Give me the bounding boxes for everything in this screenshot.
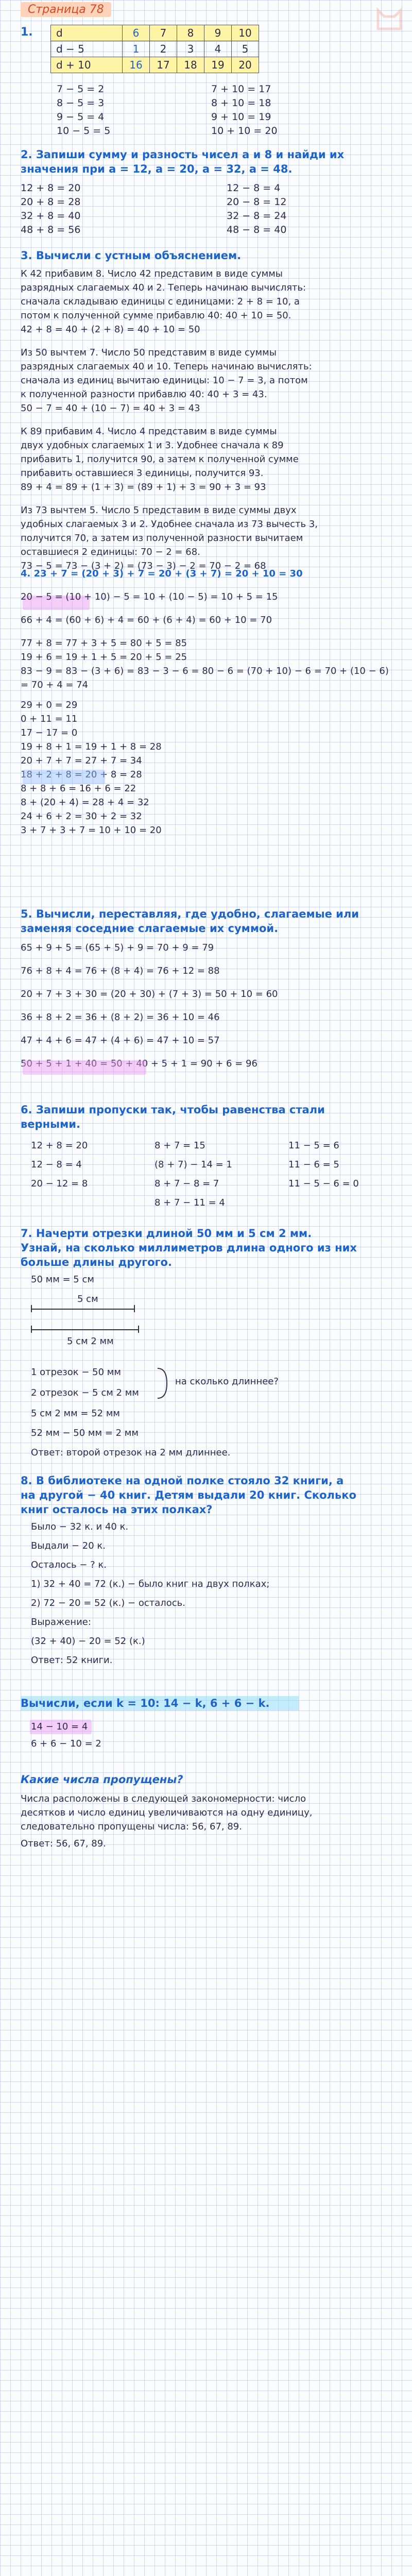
equation-line: 14 − 10 = 4	[31, 1721, 88, 1732]
equation-line: 0 + 11 = 11	[21, 714, 78, 724]
heading-line: 8. В библиотеке на одной полке стояло 32 книги, а	[21, 1475, 344, 1487]
equation-line: 6 + 6 − 10 = 2	[31, 1738, 101, 1749]
equation-line: 48 − 8 = 40	[227, 224, 287, 235]
text-line: Из 50 вычтем 7. Число 50 представим в виде суммы	[21, 347, 277, 358]
equation-line: 8 + 7 − 11 = 4	[154, 1197, 225, 1208]
equation-line: 11 − 5 = 6	[288, 1140, 339, 1151]
ex1-left-column	[57, 82, 110, 138]
text-line: Было − 32 к. и 40 к.	[31, 1521, 129, 1532]
text-line: десятков и число единиц увеличиваются на одну единицу,	[21, 1807, 313, 1818]
ex9-heading: Вычисли, если k = 10: 14 − k, 6 + 6 − k.	[21, 1697, 270, 1709]
table-cell: 16	[123, 57, 150, 73]
segment-2	[31, 1329, 138, 1330]
equation-line: 10 − 5 = 5	[57, 125, 111, 137]
text-line: к полученной разности прибавлю 40: 40 + 3 = 43.	[21, 389, 267, 400]
text-line: Числа расположены в следующей закономерности: число	[21, 1793, 306, 1804]
bracket-label: на сколько длиннее?	[175, 1376, 279, 1387]
text-line: прибавить оставшиеся 3 единицы, получится 93.	[21, 468, 264, 479]
equation-line: 8 + 7 − 8 = 7	[154, 1178, 219, 1189]
answer-line: Ответ: 56, 67, 89.	[21, 1838, 106, 1849]
equation-line: 47 + 4 + 6 = 47 + (4 + 6) = 47 + 10 = 57	[21, 1035, 220, 1046]
ex2-heading	[21, 147, 344, 176]
ex5-body	[21, 941, 391, 1071]
equation-line: 19 + 8 + 1 = 19 + 1 + 8 = 28	[21, 741, 162, 752]
segment-tick	[134, 1305, 135, 1312]
table-cell: 3	[177, 41, 204, 57]
heading-line: заменяя соседние слагаемые их суммой.	[21, 922, 279, 935]
equation-line: 32 + 8 = 40	[21, 210, 81, 222]
equation-line: 65 + 9 + 5 = (65 + 5) + 9 = 70 + 9 = 79	[21, 942, 214, 953]
equation-line: 24 + 6 + 2 = 30 + 2 = 32	[21, 811, 142, 822]
text-line: сначала складываю единицы с единицами: 2 + 8 = 10, а	[21, 296, 300, 307]
equation-line: 36 + 8 + 2 = 36 + (8 + 2) = 36 + 10 = 46	[21, 1012, 220, 1023]
values-table	[50, 25, 259, 73]
equation-line: 8 − 5 = 3	[57, 97, 105, 109]
equation-line: 20 − 8 = 12	[227, 196, 287, 208]
table-cell: 19	[204, 57, 232, 73]
equation-line: 9 − 5 = 4	[57, 111, 105, 123]
equation-line: 42 + 8 = 40 + (2 + 8) = 40 + 10 = 50	[21, 324, 200, 335]
task-number: 1.	[21, 26, 33, 39]
highlight-marker	[23, 1060, 146, 1075]
equation-line: 29 + 0 = 29	[21, 700, 78, 710]
table-cell: 6	[123, 25, 150, 41]
equation-line: 20 + 7 + 7 = 27 + 7 = 34	[21, 755, 142, 766]
table-row	[51, 25, 259, 41]
heading-line: верными.	[21, 1118, 80, 1130]
note-line: 2 отрезок − 5 см 2 мм	[31, 1387, 139, 1398]
heading-line: на другой − 40 книг. Детям выдали 20 книг. Сколько	[21, 1489, 356, 1501]
equation-line: 48 + 8 = 56	[21, 224, 81, 235]
table-cell: 5	[232, 41, 259, 57]
equation-line: (8 + 7) − 14 = 1	[154, 1159, 232, 1170]
table-cell: 20	[232, 57, 259, 73]
text-line: 1) 32 + 40 = 72 (к.) − было книг на двух полках;	[31, 1579, 270, 1589]
ex6-column-1	[31, 1139, 88, 1191]
answer-line: Ответ: второй отрезок на 2 мм длиннее.	[31, 1447, 231, 1458]
text-line: К 89 прибавим 4. Число 4 представим в виде суммы	[21, 426, 277, 437]
text-line: 2) 72 − 20 = 52 (к.) − осталось.	[31, 1598, 186, 1608]
equation-line: 73 − 5 = 73 − (3 + 2) = (73 − 3) − 2 = 70 − 2 = 68	[21, 561, 266, 571]
equation-line: 83 − 9 = 83 − (3 + 6) = 83 − 3 − 6 = 80 − 6 = (70 + 10) − 6 = 70 + (10 − 6) = 70 + 4 = 74	[21, 666, 389, 690]
heading-line: 5. Вычисли, переставляя, где удобно, слагаемые или	[21, 908, 359, 920]
text-line: Из 73 вычтем 5. Число 5 представим в виде суммы двух	[21, 505, 297, 516]
equation-line: 66 + 4 = (60 + 6) + 4 = 60 + (6 + 4) = 60 + 10 = 70	[21, 615, 272, 625]
ex10-body	[21, 1792, 391, 1851]
equation-line: 11 − 5 − 6 = 0	[288, 1178, 359, 1189]
equation-line: 20 − 12 = 8	[31, 1178, 88, 1189]
cat-logo-icon	[373, 3, 406, 33]
text-line: Выдали − 20 к.	[31, 1540, 106, 1551]
equation-line: 11 − 6 = 5	[288, 1159, 339, 1170]
equation-line: 20 − 5 = (10 + 10) − 5 = 10 + (10 − 5) = 10 + 5 = 15	[21, 591, 278, 602]
table-cell: d	[51, 25, 123, 41]
ex8-body	[31, 1520, 391, 1667]
equation-line: 20 + 8 = 28	[21, 196, 81, 208]
text-line: удобных слагаемых 3 и 2. Удобнее сначала из 73 вычесть 3,	[21, 519, 318, 530]
table-cell: 9	[204, 25, 232, 41]
table-cell: 18	[177, 57, 204, 73]
ex3-heading: 3. Вычисли с устным объяснением.	[21, 249, 242, 262]
note-line: 1 отрезок − 50 мм	[31, 1367, 121, 1378]
equation-line: 18 + 2 + 8 = 20 + 8 = 28	[21, 769, 142, 780]
heading-line: больше длины другого.	[21, 1256, 172, 1268]
table-cell: 8	[177, 25, 204, 41]
text-line: разрядных слагаемых 40 и 10. Теперь начинаю вычислять:	[21, 361, 312, 372]
equation-line: 7 + 10 = 17	[211, 83, 271, 95]
ex6-column-3	[288, 1139, 359, 1191]
ex2-left-column	[21, 181, 80, 237]
text-line: потом к полученной сумме прибавлю 40: 40 + 10 = 50.	[21, 310, 291, 321]
heading-line: 2. Запиши сумму и разность чисел а и 8 и найди их	[21, 148, 345, 161]
equation-line: 12 + 8 = 20	[31, 1140, 88, 1151]
text-line: Выражение:	[31, 1617, 91, 1628]
segment-2-label: 5 см 2 мм	[67, 1336, 114, 1347]
segment-1	[31, 1309, 134, 1310]
table-cell: 2	[150, 41, 177, 57]
equation-line: 7 − 5 = 2	[57, 83, 105, 95]
table-cell: d + 10	[51, 57, 123, 73]
ex7-heading	[21, 1226, 357, 1269]
ex8-heading	[21, 1473, 356, 1517]
brace-icon	[154, 1366, 175, 1400]
equation-line: 8 + 10 = 18	[211, 97, 271, 109]
table-cell: d − 5	[51, 41, 123, 57]
equation-line: 10 + 10 = 20	[211, 125, 278, 137]
page-tag: Страница 78	[21, 2, 111, 17]
equation-line: 4. 23 + 7 = (20 + 3) + 7 = 20 + (3 + 7) = 20 + 10 = 30	[21, 568, 303, 579]
table-row	[51, 57, 259, 73]
text-line: оставшиеся 2 единицы: 70 − 2 = 68.	[21, 547, 200, 557]
text-line: двух удобных слагаемых 1 и 3. Удобнее сначала к 89	[21, 440, 284, 451]
table-cell: 4	[204, 41, 232, 57]
equation-line: 12 + 8 = 20	[21, 182, 81, 194]
segment-tick	[31, 1305, 32, 1312]
segment-tick	[31, 1326, 32, 1333]
answer-line: Ответ: 52 книги.	[31, 1655, 113, 1666]
text-line: К 42 прибавим 8. Число 42 представим в виде суммы	[21, 268, 283, 279]
ex10-heading: Какие числа пропущены?	[21, 1773, 183, 1786]
segment-line	[31, 1309, 134, 1310]
text-line: получится 70, а затем из полученной разности вычитаем	[21, 533, 303, 544]
equation-line: 77 + 8 = 77 + 3 + 5 = 80 + 5 = 85	[21, 638, 187, 649]
ex2-right-column	[227, 181, 286, 237]
segment-line	[31, 1329, 138, 1330]
equation-line: 20 + 7 + 3 + 30 = (20 + 30) + (7 + 3) = 50 + 10 = 60	[21, 989, 278, 999]
table-cell: 17	[150, 57, 177, 73]
heading-line: значения при а = 12, а = 20, а = 32, а = 48.	[21, 163, 293, 175]
text-line: Осталось − ? к.	[31, 1560, 107, 1570]
table-cell: 7	[150, 25, 177, 41]
text-line: сначала из единиц вычитаю единицы: 10 − 7 = 3, а потом	[21, 375, 308, 386]
equation-line: 5 см 2 мм = 52 мм	[31, 1408, 121, 1419]
segment-tick	[138, 1326, 139, 1333]
text-line: следовательно пропущены числа: 56, 67, 89.	[21, 1821, 242, 1832]
ex6-heading	[21, 1103, 325, 1131]
segment-1-label: 50 мм = 5 см	[31, 1274, 94, 1285]
equation-line: 12 − 8 = 4	[227, 182, 281, 194]
table-cell: 1	[123, 41, 150, 57]
ex3-body	[21, 267, 391, 573]
equation-line: (32 + 40) − 20 = 52 (к.)	[31, 1636, 145, 1647]
table-cell: 10	[232, 25, 259, 41]
heading-line: Узнай, на сколько миллиметров длина одного из них	[21, 1242, 357, 1254]
ex9-body	[31, 1720, 101, 1751]
ex5-heading	[21, 907, 359, 936]
equation-line: 9 + 10 = 19	[211, 111, 271, 123]
equation-line: 50 − 7 = 40 + (10 − 7) = 40 + 3 = 43	[21, 403, 200, 414]
equation-line: 52 мм − 50 мм = 2 мм	[31, 1428, 139, 1438]
equation-line: 19 + 6 = 19 + 1 + 5 = 20 + 5 = 25	[21, 652, 187, 663]
heading-line: 6. Запиши пропуски так, чтобы равенства стали	[21, 1104, 325, 1116]
heading-line: книг осталось на этих полках?	[21, 1503, 213, 1516]
equation-line: 8 + (20 + 4) = 28 + 4 = 32	[21, 797, 149, 808]
equation-line: 8 + 8 + 6 = 16 + 6 = 22	[21, 783, 136, 794]
ex4-body	[21, 567, 391, 837]
equation-line: 32 − 8 = 24	[227, 210, 287, 222]
equation-line: 3 + 7 + 3 + 7 = 10 + 10 = 20	[21, 825, 162, 836]
equation-line: 89 + 4 = 89 + (1 + 3) = (89 + 1) + 3 = 90 + 3 = 93	[21, 482, 266, 493]
text-line: разрядных слагаемых 40 и 2. Теперь начинаю вычислять:	[21, 282, 306, 293]
ex1-right-column	[211, 82, 278, 138]
heading-line: 7. Начерти отрезки длиной 50 мм и 5 см 2 мм.	[21, 1227, 312, 1240]
equation-line: 50 + 5 + 1 + 40 = 50 + 40 + 5 + 1 = 90 + 6 = 96	[21, 1058, 258, 1069]
equation-line: 17 − 17 = 0	[21, 727, 78, 738]
highlight-marker	[23, 770, 105, 784]
segment-1-sublabel: 5 см	[77, 1294, 98, 1304]
table-row	[51, 41, 259, 57]
equation-line: 8 + 7 = 15	[154, 1140, 205, 1151]
ex6-column-2	[154, 1139, 232, 1210]
equation-line: 12 − 8 = 4	[31, 1159, 82, 1170]
equation-line: 76 + 8 + 4 = 76 + (8 + 4) = 76 + 12 = 88	[21, 965, 220, 976]
text-line: прибавить 1, получится 90, а затем к полученной сумме	[21, 454, 299, 465]
